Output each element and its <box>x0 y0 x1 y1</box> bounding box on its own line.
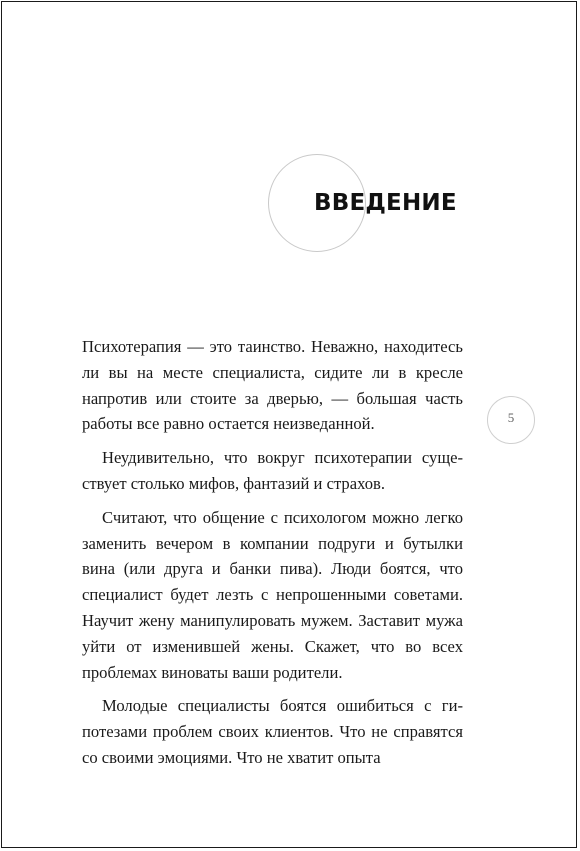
body-text <box>82 334 463 779</box>
page-number: 5 <box>507 410 515 425</box>
paragraph: Считают, что общение с психологом можно легко заменить вечером в компании подруги и бутылки вина (или друга и банки пива). Люди боятся, что специалист будет лезть с непрошенными советами. Научит жену манипулировать мужем. Заставит мужа уйти от изменившей жены. Скажет, что во всех проблемах виноваты ваши родители. <box>82 507 463 682</box>
paragraph: Неудивительно, что вокруг психотерапии существует столько мифов, фантазий и страхов. <box>82 448 463 493</box>
paragraph: Психотерапия — это таинство. Неважно, находитесь ли вы на месте специалиста, сидите ли в кресле напротив или стоите за дверью, — большая часть работы все равно остается неизведанной. <box>82 337 463 434</box>
paragraph: Молодые специалисты боятся ошибиться с гипотезами проблем своих клиентов. Что не справятся со своими эмоциями. Что не хватит опыта <box>82 696 463 767</box>
chapter-title: ВВЕДЕНИЕ <box>314 190 457 216</box>
book-page <box>1 1 577 848</box>
